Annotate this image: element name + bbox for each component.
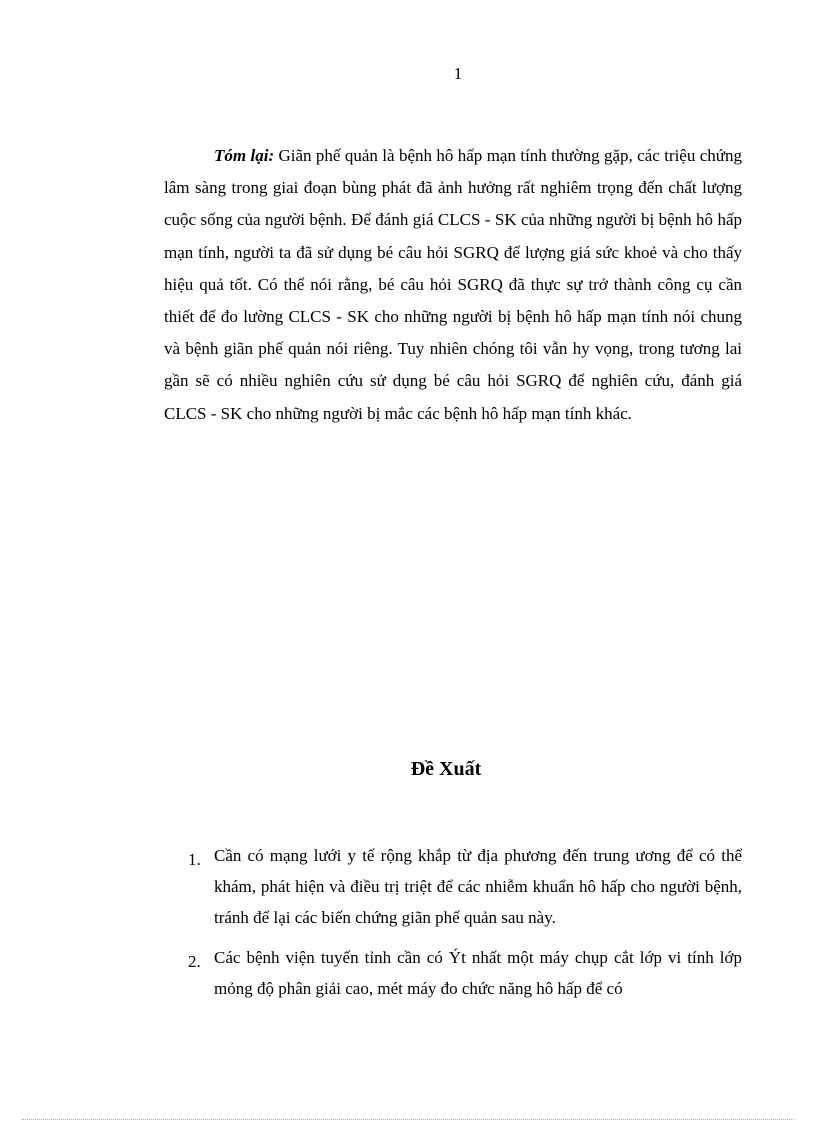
list-item	[164, 840, 742, 933]
conclusion-lead: Tóm lại:	[214, 146, 275, 165]
proposal-list	[164, 840, 742, 1013]
list-item-number: 2.	[188, 952, 201, 971]
conclusion-paragraph	[164, 140, 742, 430]
list-item-text: Các bệnh viện tuyến tỉnh cần có Ýt nhất một máy chụp cắt lớp vi tính lớp mỏng độ phân giải cao, mét máy đo chức năng hô hấp để có	[214, 948, 742, 998]
page-footer-divider	[22, 1119, 794, 1120]
page-number: 1	[453, 64, 463, 83]
conclusion-text: Giãn phế quản là bệnh hô hấp mạn tính thường gặp, các triệu chứng lâm sàng trong giai đoạn bùng phát đã ảnh hưởng rất nghiêm trọng đến chất lượng cuộc sống của người bệnh. Để đánh giá CLCS - SK của những người bị bệnh hô hấp mạn tính, người ta đã sử dụng bé câu hỏi SGRQ để lượng giá sức khoẻ và cho thấy hiệu quả tốt. Có thể nói rằng, bé câu hỏi SGRQ đã thực sự trở thành công cụ cần thiết để đo lường CLCS - SK cho những người bị bệnh hô hấp mạn tính nói chung và bệnh giãn phế quản nói riêng. Tuy nhiên chóng tôi vẫn hy vọng, trong tương lai gần sẽ có nhiều nghiên cứu sử dụng bé câu hỏi SGRQ để nghiên cứu, đánh giá CLCS - SK cho những người bị mắc các bệnh hô hấp mạn tính khác.	[164, 146, 743, 423]
section-title: Đề Xuất	[410, 758, 482, 780]
list-item-text: Cần có mạng lưới y tế rộng khắp từ địa phương đến trung ương để có thể khám, phát hiện và điều trị triệt để các nhiễm khuẩn hô hấp cho người bệnh, tránh để lại các biến chứng giãn phế quản sau này.	[214, 846, 742, 927]
list-item-number: 1.	[188, 850, 201, 869]
list-item	[164, 942, 742, 1004]
